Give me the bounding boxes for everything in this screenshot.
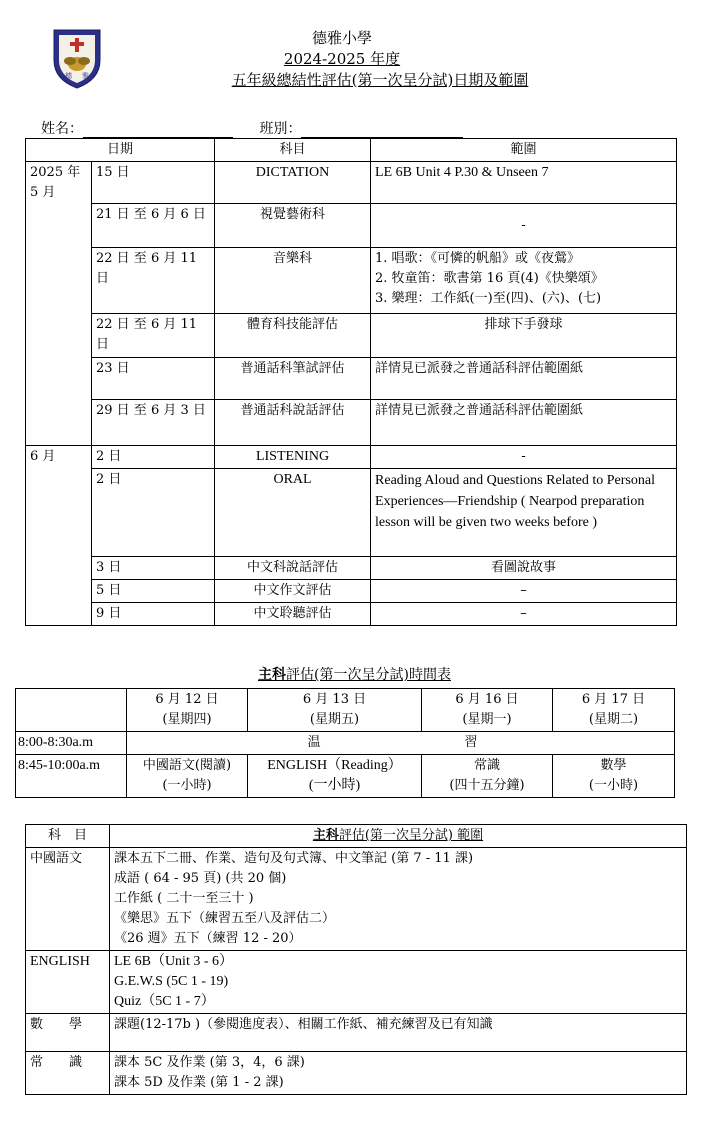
table-header-row [26,139,677,162]
row-subject: 中文科說話評估 [215,557,371,580]
row-date: 2 日 [92,469,215,557]
timetable-row [16,732,675,755]
day-cell: 6 月 16 日 (星期一) [422,689,553,732]
row-scope: 排球下手發球 [371,314,677,358]
scope-row-math [26,1014,687,1052]
day-cell: 6 月 17 日 (星期二) [553,689,675,732]
row-scope: – [371,603,677,626]
music-scope-line: 3. 樂理：工作紙(一)至(四)、(六)、(七) [375,291,602,306]
table-row [26,446,677,469]
row-subject: 中文聆聽評估 [215,603,371,626]
row-date: 5 日 [92,580,215,603]
row-date: 23 日 [92,358,215,400]
scope-row-english [26,951,687,1014]
name-label: 姓名： [41,121,83,137]
row-subject: 音樂科 [215,248,371,314]
table-row [26,358,677,400]
scope-row-gs [26,1052,687,1095]
scope-lines: 課本 5C 及作業 (第 3，4，6 課) 課本 5D 及作業 (第 1 - 2 課) [110,1052,687,1095]
table-row [26,557,677,580]
table-row [26,204,677,248]
music-scope-line: 2. 牧童笛：歌書第 16 頁(4)《快樂頌》 [375,271,604,286]
scope-row-chinese [26,848,687,951]
scope-lines: LE 6B（Unit 3 - 6） G.E.W.S (5C 1 - 19) Quiz（5C 1 - 7） [110,951,687,1014]
header-date: 日期 [26,139,215,162]
document-title: 五年級總結性評估(第一次呈分試)日期及範圍 [231,71,529,89]
school-name: 德雅小學 [311,29,372,47]
row-scope: - [371,446,677,469]
row-scope: 詳情見已派發之普通話科評估範圍紙 [371,400,677,446]
exam-cell: 常識 (四十五分鐘) [422,755,553,798]
row-date: 21 日 至 6 月 6 日 [92,204,215,248]
row-subject: 普通話科說話評估 [215,400,371,446]
row-subject: DICTATION [215,162,371,204]
scope-subject: 常 識 [26,1052,110,1095]
table-row [26,580,677,603]
time-cell: 8:00-8:30a.m [16,732,127,755]
row-scope: 看圖說故事 [371,557,677,580]
scope-lines: 課本五下二冊、作業、造句及句式簿、中文筆記 (第 7 - 11 課) 成語 ( 64 - 95 頁) (共 20 個) 工作紙 ( 二十一至三十 ) 《樂思》五下（練習五至八及評估二） 《26 週》五下（練習 12 - 20） [110,848,687,951]
schedule-table [25,138,677,626]
scope-table [25,824,687,1095]
day-cell: 6 月 13 日 (星期五) [248,689,422,732]
row-scope: - [371,204,677,248]
header-scope: 範圍 [371,139,677,162]
class-label: 班別： [259,121,302,137]
row-scope [371,248,677,314]
scope-lines: 課題(12-17b )（參閱進度表）、相關工作紙、補充練習及已有知識 [110,1014,687,1052]
timetable-title: 主科評估(第一次呈分試)時間表 [258,667,451,683]
row-date: 15 日 [92,162,215,204]
scope-header-subject: 科 目 [26,825,110,848]
table-row [26,469,677,557]
timetable-row [16,755,675,798]
row-subject: LISTENING [215,446,371,469]
scope-header-row [26,825,687,848]
row-subject: 普通話科筆試評估 [215,358,371,400]
day-cell: 6 月 12 日 (星期四) [127,689,248,732]
school-year: 2024-2025 年度 [283,50,401,68]
row-subject: 視覺藝術科 [215,204,371,248]
svg-text:雅: 雅 [82,72,89,80]
table-row [26,162,677,204]
class-blank[interactable] [301,123,463,138]
table-row [26,248,677,314]
month-june: 6 月 [26,446,92,626]
table-row [26,603,677,626]
row-date: 22 日 至 6 月 11 日 [92,314,215,358]
svg-text:德: 德 [65,72,72,80]
header-subject: 科目 [215,139,371,162]
row-scope: LE 6B Unit 4 P.30 & Unseen 7 [371,162,677,204]
row-date: 29 日 至 6 月 3 日 [92,400,215,446]
school-crest-logo [50,26,104,90]
exam-cell: ENGLISH（Reading） (一小時) [248,755,422,798]
table-row [26,314,677,358]
row-subject: ORAL [215,469,371,557]
exam-cell: 中國語文(閱讀) (一小時) [127,755,248,798]
month-may: 2025 年 5 月 [26,162,92,446]
row-scope: 詳情見已派發之普通話科評估範圍紙 [371,358,677,400]
scope-subject: 中國語文 [26,848,110,951]
revision-cell: 温 習 [127,732,675,755]
row-date: 2 日 [92,446,215,469]
scope-subject: 數 學 [26,1014,110,1052]
music-scope-line: 1. 唱歌：《可憐的帆船》或《夜鶯》 [375,251,581,266]
row-date: 22 日 至 6 月 11 日 [92,248,215,314]
time-cell: 8:45-10:00a.m [16,755,127,798]
scope-header-title: 主科評估(第一次呈分試) 範圍 [110,825,687,848]
scope-subject: ENGLISH [26,951,110,1014]
timetable [15,688,675,798]
empty-corner [16,689,127,732]
row-subject: 中文作文評估 [215,580,371,603]
exam-cell: 數學 (一小時) [553,755,675,798]
table-row [26,400,677,446]
name-class-line [41,118,463,138]
row-subject: 體育科技能評估 [215,314,371,358]
row-scope: – [371,580,677,603]
name-blank[interactable] [83,123,233,138]
timetable-header-row [16,689,675,732]
row-date: 3 日 [92,557,215,580]
row-date: 9 日 [92,603,215,626]
row-scope: Reading Aloud and Questions Related to Personal Experiences—Friendship ( Nearpod preparation lesson will be given two weeks before ) [371,469,677,557]
